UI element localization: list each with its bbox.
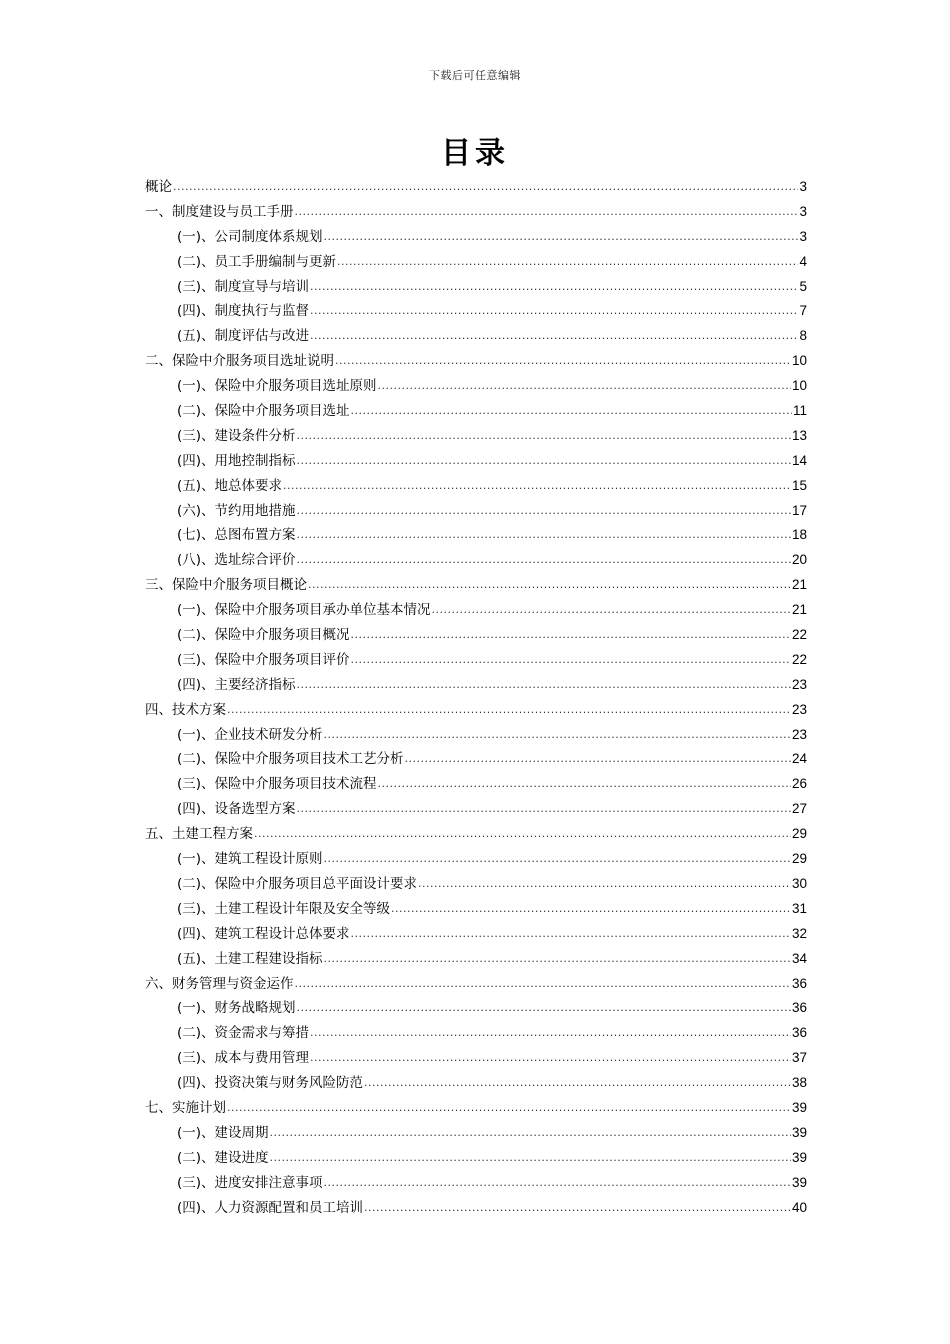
dot-leader	[405, 747, 791, 772]
toc-entry-label: (五)、土建工程建设指标	[177, 950, 323, 967]
toc-entry[interactable]	[145, 698, 807, 723]
toc-entry-label: (四)、主要经济指标	[177, 676, 296, 693]
toc-entry-page-number: 36	[791, 1025, 807, 1041]
toc-entry-label: (三)、成本与费用管理	[177, 1050, 310, 1067]
toc-entry-page-number: 7	[799, 303, 807, 319]
toc-entry-page-number: 22	[791, 627, 807, 643]
toc-entry[interactable]	[145, 1146, 807, 1171]
toc-entry-page-number: 17	[791, 502, 807, 518]
toc-entry-page-number: 37	[791, 1050, 807, 1066]
dot-leader	[270, 1121, 791, 1146]
toc-entry-label: 七、实施计划	[145, 1099, 226, 1116]
dot-leader	[283, 474, 791, 499]
toc-entry-page-number: 30	[791, 875, 807, 891]
table-of-contents	[145, 175, 807, 1220]
toc-entry-label: (四)、人力资源配置和员工培训	[177, 1199, 364, 1216]
toc-entry[interactable]	[145, 474, 807, 499]
toc-entry[interactable]	[145, 673, 807, 698]
toc-entry-page-number: 11	[792, 403, 807, 419]
dot-leader	[270, 1146, 791, 1171]
toc-entry[interactable]	[145, 299, 807, 324]
toc-entry-label: (七)、总图布置方案	[177, 527, 296, 544]
toc-entry[interactable]	[145, 996, 807, 1021]
toc-entry-label: 五、土建工程方案	[145, 826, 253, 843]
toc-entry-label: (五)、制度评估与改进	[177, 328, 310, 345]
dot-leader	[227, 698, 791, 723]
toc-entry-label: (三)、保险中介服务项目评价	[177, 651, 350, 668]
toc-entry-label: (一)、建设周期	[177, 1124, 269, 1141]
dot-leader	[295, 972, 791, 997]
dot-leader	[295, 200, 799, 225]
toc-entry[interactable]	[145, 897, 807, 922]
dot-leader	[310, 275, 798, 300]
toc-entry[interactable]	[145, 424, 807, 449]
toc-entry-label: 六、财务管理与资金运作	[145, 975, 294, 992]
toc-entry-label: (六)、节约用地措施	[177, 502, 296, 519]
toc-entry-label: (三)、制度宣导与培训	[177, 278, 310, 295]
dot-leader	[310, 324, 798, 349]
toc-entry-page-number: 15	[791, 477, 807, 493]
toc-entry[interactable]	[145, 324, 807, 349]
toc-entry[interactable]	[145, 374, 807, 399]
dot-leader	[351, 399, 792, 424]
dot-leader	[324, 723, 791, 748]
toc-entry-label: 二、保险中介服务项目选址说明	[145, 353, 334, 370]
toc-entry[interactable]	[145, 225, 807, 250]
toc-entry[interactable]	[145, 847, 807, 872]
dot-leader	[432, 598, 791, 623]
dot-leader	[324, 1171, 791, 1196]
dot-leader	[297, 449, 791, 474]
dot-leader	[351, 648, 791, 673]
toc-entry-page-number: 10	[791, 353, 807, 369]
toc-entry-page-number: 21	[791, 602, 807, 618]
toc-entry[interactable]	[145, 872, 807, 897]
dot-leader	[227, 1096, 791, 1121]
toc-entry[interactable]	[145, 1121, 807, 1146]
toc-entry[interactable]	[145, 548, 807, 573]
dot-leader	[418, 872, 791, 897]
dot-leader	[351, 623, 791, 648]
toc-entry-page-number: 29	[791, 851, 807, 867]
toc-entry-page-number: 14	[791, 452, 807, 468]
dot-leader	[254, 822, 791, 847]
toc-entry-label: (四)、投资决策与财务风险防范	[177, 1075, 364, 1092]
toc-entry[interactable]	[145, 747, 807, 772]
toc-entry-label: (二)、员工手册编制与更新	[177, 253, 337, 270]
toc-entry-page-number: 3	[799, 203, 807, 219]
dot-leader	[297, 499, 791, 524]
dot-leader	[297, 424, 791, 449]
dot-leader	[297, 523, 791, 548]
dot-leader	[391, 897, 791, 922]
toc-entry-page-number: 23	[791, 676, 807, 692]
toc-entry-label: (五)、地总体要求	[177, 477, 283, 494]
toc-entry-label: (一)、财务战略规划	[177, 1000, 296, 1017]
toc-entry-label: (八)、选址综合评价	[177, 552, 296, 569]
toc-entry-page-number: 23	[791, 701, 807, 717]
toc-entry-page-number: 39	[791, 1174, 807, 1190]
toc-entry-page-number: 24	[791, 751, 807, 767]
dot-leader	[173, 175, 798, 200]
toc-entry-label: (三)、建设条件分析	[177, 427, 296, 444]
toc-entry-label: (二)、保险中介服务项目总平面设计要求	[177, 875, 418, 892]
toc-entry[interactable]	[145, 449, 807, 474]
dot-leader	[364, 1071, 791, 1096]
toc-entry[interactable]	[145, 1071, 807, 1096]
toc-entry[interactable]	[145, 523, 807, 548]
toc-entry[interactable]	[145, 723, 807, 748]
toc-entry-page-number: 3	[799, 228, 807, 244]
toc-entry-page-number: 36	[791, 975, 807, 991]
toc-entry-label: (四)、制度执行与监督	[177, 303, 310, 320]
toc-entry[interactable]	[145, 175, 807, 200]
toc-entry[interactable]	[145, 947, 807, 972]
dot-leader	[324, 947, 791, 972]
toc-entry-label: (二)、资金需求与筹措	[177, 1025, 310, 1042]
toc-entry-label: 三、保险中介服务项目概论	[145, 577, 307, 594]
toc-entry[interactable]	[145, 623, 807, 648]
toc-entry-label: (三)、保险中介服务项目技术流程	[177, 776, 377, 793]
toc-entry-label: (二)、建设进度	[177, 1149, 269, 1166]
dot-leader	[297, 797, 791, 822]
toc-entry[interactable]	[145, 349, 807, 374]
toc-entry-page-number: 23	[791, 726, 807, 742]
toc-entry-label: (二)、保险中介服务项目选址	[177, 403, 350, 420]
toc-entry-label: (一)、保险中介服务项目承办单位基本情况	[177, 602, 431, 619]
toc-entry-label: 概论	[145, 179, 172, 195]
toc-entry[interactable]	[145, 1046, 807, 1071]
toc-entry-label: (二)、保险中介服务项目技术工艺分析	[177, 751, 404, 768]
toc-entry-label: (三)、土建工程设计年限及安全等级	[177, 900, 391, 917]
dot-leader	[310, 1046, 791, 1071]
dot-leader	[378, 374, 791, 399]
page-title: 目录	[441, 136, 509, 171]
toc-entry[interactable]	[145, 797, 807, 822]
toc-entry-page-number: 21	[791, 577, 807, 593]
toc-entry-page-number: 32	[791, 925, 807, 941]
toc-entry[interactable]	[145, 972, 807, 997]
dot-leader	[324, 225, 799, 250]
toc-entry-page-number: 3	[799, 179, 807, 194]
toc-entry-label: (三)、进度安排注意事项	[177, 1174, 323, 1191]
toc-entry-page-number: 22	[791, 651, 807, 667]
toc-entry-page-number: 13	[791, 427, 807, 443]
dot-leader	[308, 573, 791, 598]
toc-entry-page-number: 39	[791, 1099, 807, 1115]
toc-entry[interactable]	[145, 399, 807, 424]
toc-entry-page-number: 29	[791, 826, 807, 842]
dot-leader	[335, 349, 791, 374]
toc-entry[interactable]	[145, 1196, 807, 1221]
dot-leader	[310, 1021, 791, 1046]
dot-leader	[310, 299, 798, 324]
toc-entry-page-number: 20	[791, 552, 807, 568]
toc-entry-label: 四、技术方案	[145, 701, 226, 718]
toc-entry[interactable]	[145, 1096, 807, 1121]
toc-entry[interactable]	[145, 499, 807, 524]
toc-entry-label: (二)、保险中介服务项目概况	[177, 627, 350, 644]
toc-entry-page-number: 8	[799, 328, 807, 344]
toc-entry[interactable]	[145, 922, 807, 947]
toc-entry-page-number: 26	[791, 776, 807, 792]
dot-leader	[351, 922, 791, 947]
toc-entry-label: (四)、用地控制指标	[177, 452, 296, 469]
toc-entry-page-number: 10	[791, 378, 807, 394]
toc-entry[interactable]	[145, 822, 807, 847]
toc-entry[interactable]	[145, 200, 807, 225]
toc-entry-page-number: 39	[791, 1149, 807, 1165]
toc-entry-page-number: 5	[799, 278, 807, 294]
toc-entry-page-number: 36	[791, 1000, 807, 1016]
toc-entry-page-number: 18	[791, 527, 807, 543]
toc-entry[interactable]	[145, 598, 807, 623]
toc-entry-page-number: 38	[791, 1075, 807, 1091]
toc-entry[interactable]	[145, 250, 807, 275]
toc-entry[interactable]	[145, 1171, 807, 1196]
toc-entry-page-number: 39	[791, 1124, 807, 1140]
toc-entry-label: (一)、保险中介服务项目选址原则	[177, 378, 377, 395]
toc-entry-page-number: 4	[799, 253, 807, 269]
dot-leader	[297, 548, 791, 573]
toc-entry[interactable]	[145, 275, 807, 300]
toc-entry-label: (一)、企业技术研发分析	[177, 726, 323, 743]
dot-leader	[297, 673, 791, 698]
dot-leader	[337, 250, 798, 275]
toc-entry[interactable]	[145, 1021, 807, 1046]
toc-entry-label: 一、制度建设与员工手册	[145, 203, 294, 220]
dot-leader	[378, 772, 791, 797]
toc-entry-label: (四)、建筑工程设计总体要求	[177, 925, 350, 942]
toc-entry[interactable]	[145, 648, 807, 673]
dot-leader	[364, 1196, 791, 1221]
header-note: 下载后可任意编辑	[429, 69, 521, 82]
toc-entry-page-number: 31	[791, 900, 807, 916]
dot-leader	[297, 996, 791, 1021]
toc-entry[interactable]	[145, 772, 807, 797]
toc-entry-page-number: 27	[791, 801, 807, 817]
toc-entry-page-number: 34	[791, 950, 807, 966]
toc-entry[interactable]	[145, 573, 807, 598]
toc-entry-label: (一)、公司制度体系规划	[177, 228, 323, 245]
toc-entry-page-number: 40	[791, 1199, 807, 1215]
dot-leader	[324, 847, 791, 872]
toc-entry-label: (一)、建筑工程设计原则	[177, 851, 323, 868]
toc-entry-label: (四)、设备选型方案	[177, 801, 296, 818]
